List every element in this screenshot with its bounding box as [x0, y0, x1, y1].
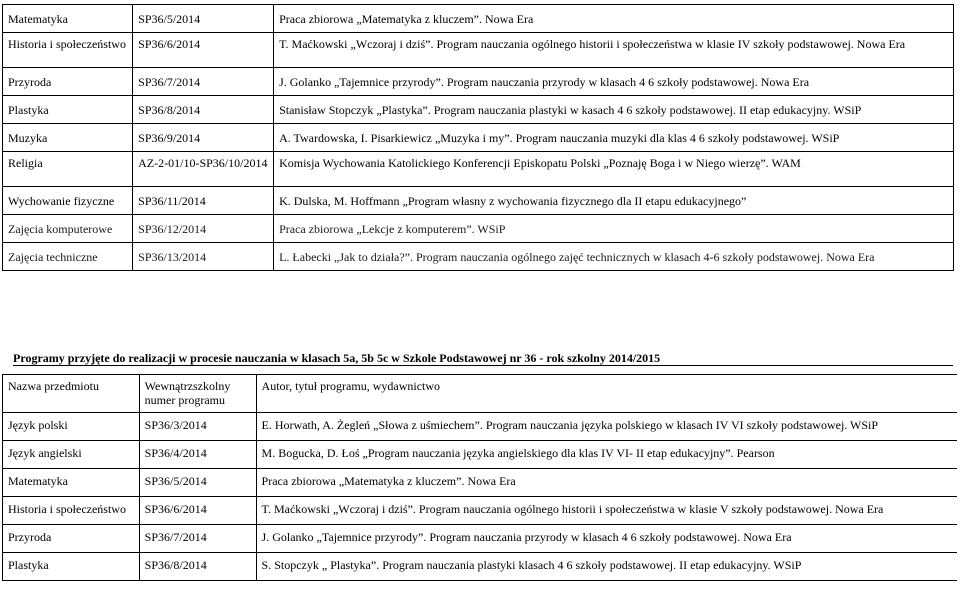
programs-table-top [2, 4, 954, 271]
subject-cell: Przyroda [3, 68, 133, 96]
code-cell: SP36/6/2014 [139, 497, 256, 525]
table-row [3, 469, 958, 497]
code-cell: SP36/6/2014 [133, 33, 274, 68]
table-header-row [3, 375, 958, 413]
program-cell: S. Stopczyk „ Plastyka”. Program nauczania plastyki klasach 4 6 szkoły podstawowej. II etap edukacyjny. WSiP [256, 553, 957, 581]
program-cell: E. Horwath, A. Żegleń „Słowa z uśmiechem”. Program nauczania języka polskiego w klasach IV VI szkoły podstawowej. WSiP [256, 413, 957, 441]
subject-cell: Zajęcia techniczne [3, 243, 133, 271]
programs-table-bottom [2, 374, 957, 581]
table-row [3, 553, 958, 581]
subject-cell: Zajęcia komputerowe [3, 215, 133, 243]
code-cell: SP36/7/2014 [139, 525, 256, 553]
table-row [3, 68, 954, 96]
table-row [3, 497, 958, 525]
subject-cell: Przyroda [3, 525, 140, 553]
program-cell: T. Maćkowski „Wczoraj i dziś”. Program nauczania ogólnego historii i społeczeństwa w klasie IV szkoły podstawowej. Nowa Era [274, 33, 954, 68]
section-heading: Programy przyjęte do realizacji w procesie nauczania w klasach 5a, 5b 5c w Szkole Podstawowej nr 36 - rok szkolny 2014/2015 [13, 351, 953, 366]
program-cell: K. Dulska, M. Hoffmann „Program własny z wychowania fizycznego dla II etapu edukacyjnego” [274, 187, 954, 215]
table-row [3, 5, 954, 33]
subject-cell: Historia i społeczeństwo [3, 33, 133, 68]
program-cell: A. Twardowska, I. Pisarkiewicz „Muzyka i my”. Program nauczania muzyki dla klas 4 6 szkoły podstawowej. WSiP [274, 124, 954, 152]
code-cell: SP36/3/2014 [139, 413, 256, 441]
subject-cell: Religia [3, 152, 133, 187]
table-row [3, 215, 954, 243]
subject-cell: Język angielski [3, 441, 140, 469]
program-cell: L. Łabecki „Jak to działa?”. Program nauczania ogólnego zajęć technicznych w klasach 4-6 szkoły podstawowej. Nowa Era [274, 243, 954, 271]
program-cell: M. Bogucka, D. Łoś „Program nauczania języka angielskiego dla klas IV VI- II etap edukacyjny”. Pearson [256, 441, 957, 469]
code-cell: SP36/8/2014 [133, 96, 274, 124]
subject-cell: Wychowanie fizyczne [3, 187, 133, 215]
table-row [3, 413, 958, 441]
code-cell: SP36/8/2014 [139, 553, 256, 581]
table-row [3, 525, 958, 553]
code-cell: SP36/5/2014 [139, 469, 256, 497]
program-cell: T. Maćkowski „Wczoraj i dziś”. Program nauczania ogólnego historii i społeczeństwa w klasie V szkoły podstawowej. Nowa Era [256, 497, 957, 525]
table-row [3, 187, 954, 215]
column-header-code: Wewnątrzszkolny numer programu [139, 375, 256, 413]
program-cell: J. Golanko „Tajemnice przyrody”. Program nauczania przyrody w klasach 4 6 szkoły podstawowej. Nowa Era [274, 68, 954, 96]
code-cell: SP36/13/2014 [133, 243, 274, 271]
program-cell: Praca zbiorowa „Lekcje z komputerem”. WSiP [274, 215, 954, 243]
code-cell: SP36/4/2014 [139, 441, 256, 469]
code-cell: SP36/5/2014 [133, 5, 274, 33]
subject-cell: Historia i społeczeństwo [3, 497, 140, 525]
program-cell: Komisja Wychowania Katolickiego Konferencji Episkopatu Polski „Poznaję Boga i w Niego wierzę”. WAM [274, 152, 954, 187]
column-header-program: Autor, tytuł programu, wydawnictwo [256, 375, 957, 413]
code-cell: SP36/12/2014 [133, 215, 274, 243]
program-cell: J. Golanko „Tajemnice przyrody”. Program nauczania przyrody w klasach 4 6 szkoły podstawowej. Nowa Era [256, 525, 957, 553]
subject-cell: Plastyka [3, 96, 133, 124]
code-cell: SP36/11/2014 [133, 187, 274, 215]
code-cell: SP36/7/2014 [133, 68, 274, 96]
table-row [3, 96, 954, 124]
table-row [3, 441, 958, 469]
table-row [3, 124, 954, 152]
program-cell: Praca zbiorowa „Matematyka z kluczem”. Nowa Era [274, 5, 954, 33]
subject-cell: Muzyka [3, 124, 133, 152]
code-cell: AZ-2-01/10-SP36/10/2014 [133, 152, 274, 187]
subject-cell: Matematyka [3, 5, 133, 33]
subject-cell: Plastyka [3, 553, 140, 581]
code-cell: SP36/9/2014 [133, 124, 274, 152]
column-header-subject: Nazwa przedmiotu [3, 375, 140, 413]
subject-cell: Matematyka [3, 469, 140, 497]
table-row [3, 33, 954, 68]
table-row [3, 243, 954, 271]
program-cell: Praca zbiorowa „Matematyka z kluczem”. Nowa Era [256, 469, 957, 497]
subject-cell: Język polski [3, 413, 140, 441]
program-cell: Stanisław Stopczyk „Plastyka”. Program nauczania plastyki w kasach 4 6 szkoły podstawowej. II etap edukacyjny. WSiP [274, 96, 954, 124]
table-row [3, 152, 954, 187]
